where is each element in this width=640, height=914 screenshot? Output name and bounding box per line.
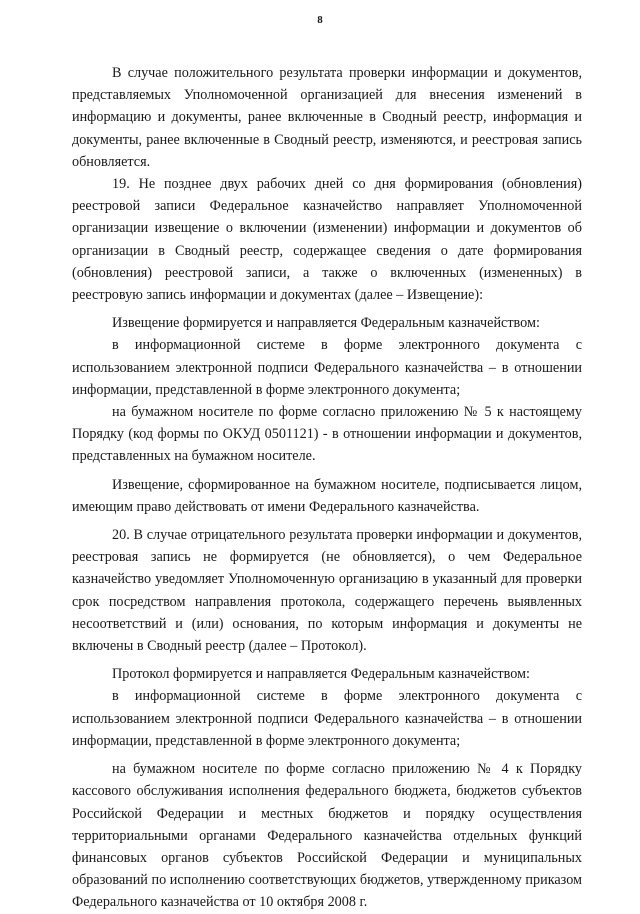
paragraph-notice-electronic: в информационной системе в форме электронного документа с использованием электронной подписи Федерального казначейства – в отношении информации, представленной в форме электронного документа; (72, 337, 582, 398)
paragraph-clause-19: 19. Не позднее двух рабочих дней со дня формирования (обновления) реестровой записи Федеральное казначейство направляет Уполномоченной организации извещение о включении (изменении) информации и документов об организации в Сводный реестр, содержащее сведения о дате формирования (обновления) реестровой записи, а также о включенных (измененных) в реестровую запись информации и документах (далее – Извещение): (72, 176, 582, 304)
page-number: 8 (317, 14, 323, 26)
paragraph-protocol-electronic: в информационной системе в форме электронного документа с использованием электронной подписи Федерального казначейства – в отношении информации, представленной в форме электронного документа; (72, 688, 582, 749)
paragraph-clause-20: 20. В случае отрицательного результата проверки информации и документов, реестровая запись не формируется (не обновляется), о чем Федеральное казначейство уведомляет Уполномоченную организацию в указанный для проверки срок посредством направления протокола, содержащего перечень выявленных несоответствий и (или) основания, по которым информация и документы не включены в Сводный реестр (далее – Протокол). (72, 527, 582, 655)
paragraph-notice-signature: Извещение, сформированное на бумажном носителе, подписывается лицом, имеющим право действовать от имени Федерального казначейства. (72, 476, 582, 515)
paragraph-notice-formation: Извещение формируется и направляется Федеральным казначейством: (112, 315, 540, 332)
document-body (72, 62, 582, 914)
paragraph-positive-result: В случае положительного результата проверки информации и документов, представляемых Уполномоченной организацией для внесения изменений в информацию и документы, ранее включенные в Сводный реестр, информация и документы, ранее включенные в Сводный реестр, изменяются, и реестровая запись обновляется. (72, 65, 582, 170)
paragraph-protocol-paper: на бумажном носителе по форме согласно приложению № 4 к Порядку кассового обслуживания исполнения федерального бюджета, бюджетов субъектов Российской Федерации и местных бюджетов и порядку осуществления территориальными органами Федерального казначейства отдельных функций финансовых органов субъектов Российской Федерации и муниципальных образований по исполнению соответствующих бюджетов, утвержденному приказом Федерального казначейства от 10 октября 2008 г. (72, 761, 582, 911)
paragraph-protocol-formation: Протокол формируется и направляется Федеральным казначейством: (112, 666, 530, 683)
paragraph-notice-paper: на бумажном носителе по форме согласно приложению № 5 к настоящему Порядку (код формы по ОКУД 0501121) - в отношении информации и документов, представленных на бумажном носителе. (72, 404, 582, 465)
